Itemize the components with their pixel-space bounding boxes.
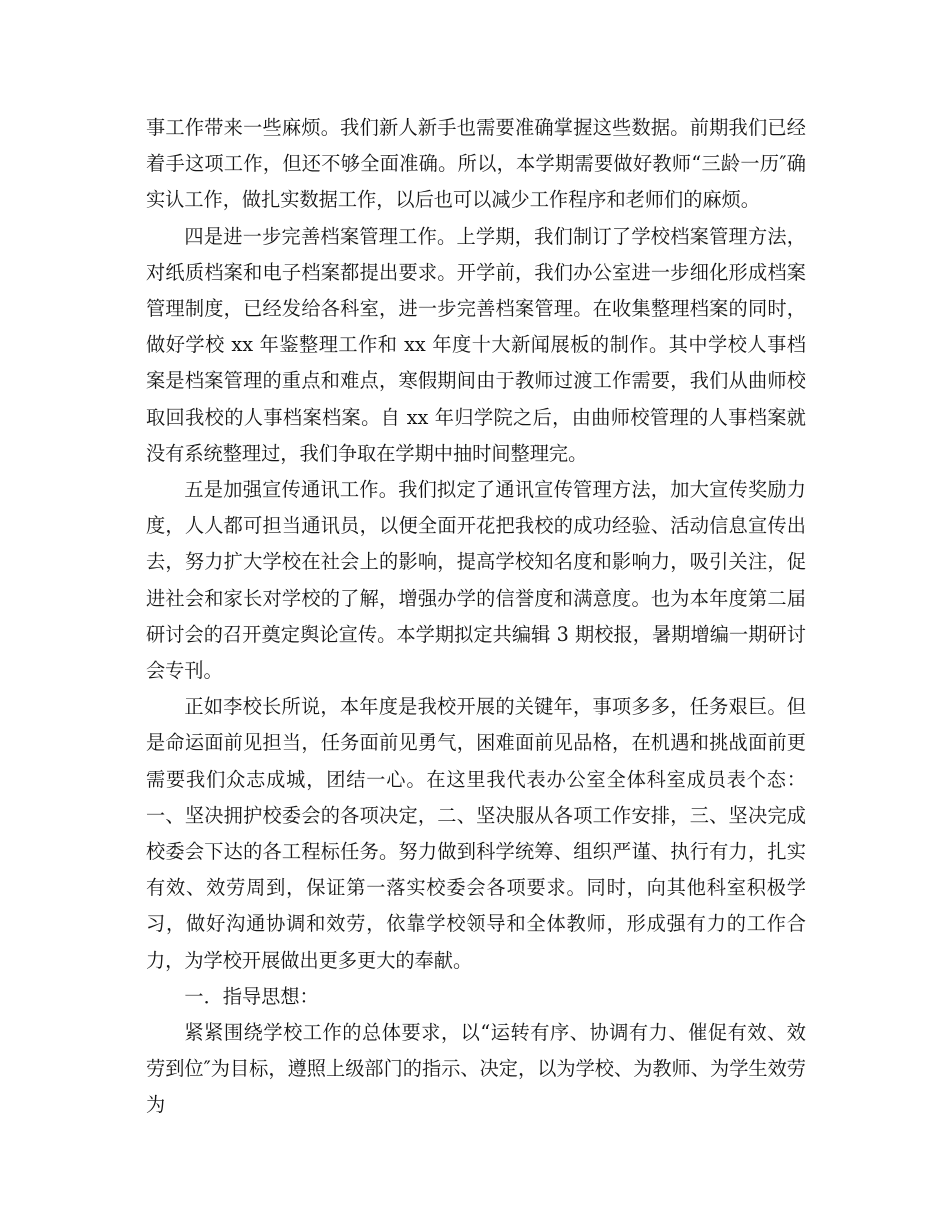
paragraph-3: 五是加强宣传通讯工作。我们拟定了通讯宣传管理方法，加大宣传奖励力度，人人都可担当通讯员，以便全面开花把我校的成功经验、活动信息宣传出去，努力扩大学校在社会上的影响，提高学校知名度和影响力，吸引关注，促进社会和家长对学校的了解，增强办学的信誉度和满意度。也为本年度第二届研讨会的召开奠定舆论宣传。本学期拟定共编辑 3 期校报，暑期增编一期研讨会专刊。 — [146, 478, 806, 683]
paragraph-2: 四是进一步完善档案管理工作。上学期，我们制订了学校档案管理方法，对纸质档案和电子档案都提出要求。开学前，我们办公室进一步细化形成档案管理制度，已经发给各科室，进一步完善档案管理。在收集整理档案的同时，做好学校 xx 年鉴整理工作和 xx 年度十大新闻展板的制作。其中学校人事档案是档案管理的重点和难点，寒假期间由于教师过渡工作需要，我们从曲师校取回我校的人事档案档案。自 xx 年归学院之后，由曲师校管理的人事档案就没有系统整理过，我们争取在学期中抽时间整理完。 — [146, 224, 806, 465]
paragraph-5: 紧紧围绕学校工作的总体要求，以“运转有序、协调有力、催促有效、效劳到位″为目标，遵照上级部门的指示、决定，以为学校、为教师、为学生效劳为 — [146, 1021, 806, 1117]
section-heading-guiding-ideology: 一．指导思想： — [184, 984, 319, 1008]
paragraph-1: 事工作带来一些麻烦。我们新人新手也需要准确掌握这些数据。前期我们已经着手这项工作，但还不够全面准确。所以，本学期需要做好教师“三龄一历″确实认工作，做扎实数据工作，以后也可以减少工作程序和老师们的麻烦。 — [146, 116, 806, 212]
paragraph-4: 正如李校长所说，本年度是我校开展的关键年，事项多多，任务艰巨。但是命运面前见担当，任务面前见勇气，困难面前见品格，在机遇和挑战面前更需要我们众志成城，团结一心。在这里我代表办公室全体科室成员表个态：一、坚决拥护校委会的各项决定，二、坚决服从各项工作安排，三、坚决完成校委会下达的各工程标任务。努力做到科学统筹、组织严谨、执行有力，扎实有效、效劳周到，保证第一落实校委会各项要求。同时，向其他科室积极学习，做好沟通协调和效劳，依靠学校领导和全体教师，形成强有力的工作合力，为学校开展做出更多更大的奉献。 — [146, 695, 806, 972]
document-page — [146, 110, 806, 1124]
